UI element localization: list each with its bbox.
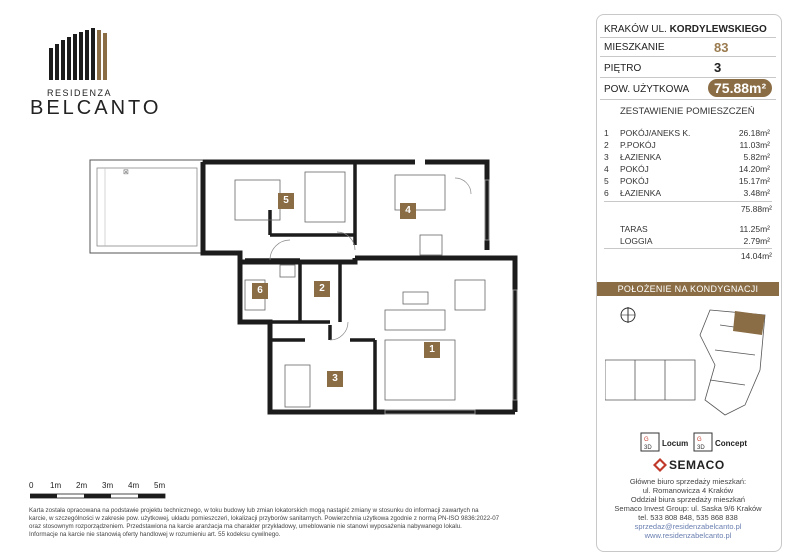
contact-line-2: ul. Romanowicza 4 Kraków [642,486,734,495]
extras-list [604,224,772,248]
floor-label: PIĘTRO [604,63,642,74]
locum-label: Locum [662,439,689,448]
room-area: 11.03m² [739,140,770,150]
extras-total: 14.04m² [740,251,772,261]
room-tag-4: 4 [400,203,416,219]
rooms-list [604,128,772,200]
room-name: ŁAZIENKA [620,152,662,162]
extra-area: 2.79m² [743,236,770,246]
position-header: POŁOŻENIE NA KONDYGNACJI [597,282,779,296]
room-tag-6: 6 [252,283,268,299]
disclaimer [29,507,589,539]
room-area: 3.48m² [743,188,770,198]
extra-row [604,236,772,248]
room-row [604,128,772,140]
extra-row [604,224,772,236]
svg-text:3D: 3D [644,445,652,451]
concept-logo-icon [693,432,713,452]
contact-line-1: Główne biuro sprzedaży mieszkań: [629,477,747,486]
belcanto-logo-icon [45,28,117,80]
usable-area-label: POW. UŻYTKOWA [604,84,690,95]
room-row [604,176,772,188]
room-row [604,164,772,176]
room-no: 4 [604,164,609,174]
room-area: 5.82m² [743,152,770,162]
concept-label: Concept [715,439,747,448]
semaco-label: SEMACO [669,458,725,472]
contact-block [600,477,776,540]
room-name: POKÓJ [620,164,649,174]
room-no: 5 [604,176,609,186]
contact-phone: tel. 533 808 848, 535 868 838 [638,513,738,522]
svg-text:G: G [697,437,702,443]
disclaimer-line-3: oraz stosownym rozporządzeniem. Przedstawiona na karcie aranżacja ma charakter przykładowy, umeblowanie nie stanowi wyposażenia nabywanego lokalu. [29,523,462,530]
apartment-number: 83 [714,40,729,55]
scale-label-0: 0 [29,481,34,490]
scale-label-5: 5m [154,481,166,490]
apartment-highlight [733,311,765,335]
room-area: 15.17m² [738,176,770,186]
room-tag-5: 5 [278,193,294,209]
disclaimer-line-4: Informacje na karcie nie stanowią oferty handlowej w rozumieniu art. 55 kodeksu cywilnego. [29,531,281,538]
room-no: 2 [604,140,609,150]
room-area: 26.18m² [738,128,770,138]
apartment-label: MIESZKANIE [604,42,665,53]
rooms-header: ZESTAWIENIE POMIESZCZEŃ [620,106,755,117]
scale-label-2: 2m [76,481,88,490]
extra-name: TARAS [620,224,648,234]
svg-text:G: G [644,437,649,443]
room-tag-1: 1 [424,342,440,358]
contact-line-3: Oddział biura sprzedaży mieszkań [630,495,746,504]
address-street: KORDYLEWSKIEGO [669,24,767,35]
room-no: 3 [604,152,609,162]
disclaimer-line-1: Karta została opracowana na podstawie projektu technicznego, w toku budowy lub zmian lokatorskich mogą nastąpić zmiany w stosunku do informacji zawartych na [29,507,479,514]
divider [600,37,776,38]
room-tag-3: 3 [327,371,343,387]
divider [600,56,776,57]
divider [604,201,772,202]
floor-plan [85,150,525,420]
room-row [604,140,772,152]
svg-text:3D: 3D [697,445,705,451]
scale-label-3: 3m [102,481,114,490]
usable-area-badge: 75.88m² [708,79,772,97]
room-row [604,152,772,164]
room-no: 1 [604,128,609,138]
divider [600,77,776,78]
semaco-logo-icon [653,458,667,472]
logo-subtitle: RESIDENZA [47,88,113,98]
svg-text:⊠: ⊠ [123,169,129,176]
disclaimer-line-2: karcie, w szczególności w zakresie pow. użytkowej, układu pomieszczeń, lokalizacji przyborów sanitarnych. Powierzchnia użytkowa zgodnie z normą PN-ISO 9836:2022-07 [29,515,500,522]
contact-email-link[interactable]: sprzedaz@residenzabelcanto.pl [634,522,742,531]
building-location-map [605,305,775,420]
logo-title: BELCANTO [30,97,162,119]
room-name: POKÓJ/ANEKS K. [620,128,691,138]
extra-name: LOGGIA [620,236,653,246]
room-name: POKÓJ [620,176,649,186]
address-line [604,24,767,35]
floor-number: 3 [714,60,722,75]
contact-website-link[interactable]: www.residenzabelcanto.pl [644,531,732,540]
room-row [604,188,772,200]
divider [604,248,772,249]
locum-logo-icon [640,432,660,452]
divider [600,99,776,100]
scale-label-4: 4m [128,481,140,490]
room-no: 6 [604,188,609,198]
contact-line-4: Semaco Invest Group: ul. Saska 9/6 Kraków [614,504,762,513]
scale-label-1: 1m [50,481,62,490]
room-area: 14.20m² [738,164,770,174]
address-city: KRAKÓW UL. [604,24,667,35]
room-tag-2: 2 [314,281,330,297]
room-name: P.POKÓJ [620,140,656,150]
scale-bar [30,492,170,500]
extra-area: 11.25m² [739,224,770,234]
rooms-total: 75.88m² [740,204,772,214]
room-name: ŁAZIENKA [620,188,662,198]
